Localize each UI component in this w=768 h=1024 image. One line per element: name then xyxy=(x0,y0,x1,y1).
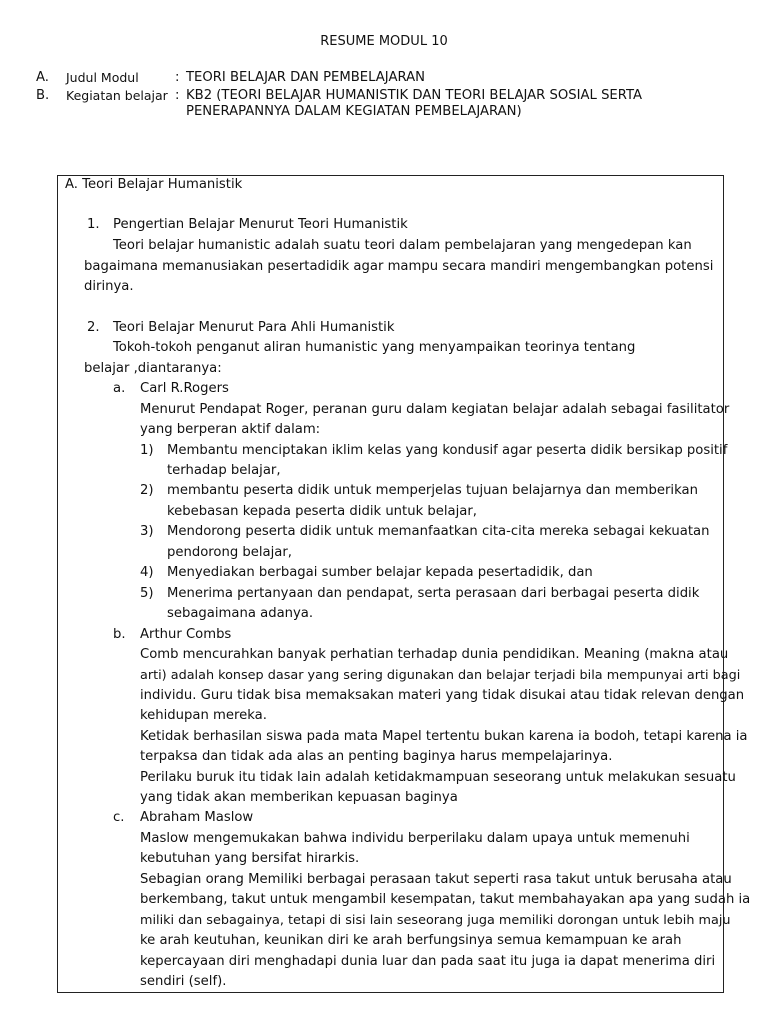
paragraph-line: Tokoh-tokoh penganut aliran humanistic yang menyampaikan teorinya tentang xyxy=(113,340,636,355)
author-b-marker: b. xyxy=(113,627,126,642)
list-item-line: Mendorong peserta didik untuk memanfaatkan cita-cita mereka sebagai kekuatan xyxy=(167,524,710,539)
paragraph-line: Teori belajar humanistic adalah suatu teori dalam pembelajaran yang mengedepan kan xyxy=(113,238,692,253)
list-item-line: membantu peserta didik untuk memperjelas tujuan belajarnya dan memberikan xyxy=(167,483,698,498)
activity-value-line-1: KB2 (TEORI BELAJAR HUMANISTIK DAN TEORI BELAJAR SOSIAL SERTA xyxy=(186,88,643,103)
paragraph-line: Menurut Pendapat Roger, peranan guru dalam kegiatan belajar adalah sebagai fasilitator xyxy=(140,402,730,417)
paragraph-line: Sebagian orang Memiliki berbagai perasaan takut seperti rasa takut untuk berusaha atau xyxy=(140,872,732,887)
list-item-number: 3) xyxy=(140,524,154,539)
list-item-number: 2) xyxy=(140,483,154,498)
paragraph-line: bagaimana memanusiakan pesertadidik agar mampu secara mandiri mengembangkan potensi xyxy=(84,259,714,274)
paragraph-line: dirinya. xyxy=(84,279,134,294)
subsection-2-number: 2. xyxy=(87,320,100,335)
module-title-value: TEORI BELAJAR DAN PEMBELAJARAN xyxy=(186,70,426,85)
paragraph-line: berkembang, takut untuk mengambil kesempatan, takut membahayakan apa yang sudah ia xyxy=(140,892,751,907)
paragraph-line: terpaksa dan tidak ada alas an penting baginya harus mempelajarinya. xyxy=(140,749,613,764)
list-item-line: Menerima pertanyaan dan pendapat, serta perasaan dari berbagai peserta didik xyxy=(167,586,700,601)
paragraph-line: belajar ,diantaranya: xyxy=(84,361,222,376)
list-item-line: Membantu menciptakan iklim kelas yang kondusif agar peserta didik bersikap positif xyxy=(167,443,728,458)
item-a-marker: A. xyxy=(36,70,49,85)
list-item-line: sebagaimana adanya. xyxy=(167,606,314,621)
list-item-number: 1) xyxy=(140,443,154,458)
subsection-2-title: Teori Belajar Menurut Para Ahli Humanistik xyxy=(113,320,395,335)
document-title: RESUME MODUL 10 xyxy=(320,34,448,49)
author-b-name: Arthur Combs xyxy=(140,627,232,642)
list-item-number: 5) xyxy=(140,586,154,601)
paragraph-line: arti) adalah konsep dasar yang sering digunakan dan belajar terjadi bila mempunyai arti bagi xyxy=(140,668,741,683)
list-item-line: terhadap belajar, xyxy=(167,463,281,478)
paragraph-line: yang tidak akan memberikan kepuasan baginya xyxy=(140,790,458,805)
activity-colon: : xyxy=(175,88,180,103)
module-title-colon: : xyxy=(175,70,180,85)
paragraph-line: Ketidak berhasilan siswa pada mata Mapel tertentu bukan karena ia bodoh, tetapi karena ia xyxy=(140,729,748,744)
author-c-name: Abraham Maslow xyxy=(140,810,254,825)
paragraph-line: Comb mencurahkan banyak perhatian terhadap dunia pendidikan. Meaning (makna atau xyxy=(140,647,729,662)
list-item-number: 4) xyxy=(140,565,154,580)
item-b-marker: B. xyxy=(36,88,50,103)
author-a-marker: a. xyxy=(113,381,126,396)
paragraph-line: kebutuhan yang bersifat hirarkis. xyxy=(140,851,360,866)
paragraph-line: kehidupan mereka. xyxy=(140,708,267,723)
subsection-1-number: 1. xyxy=(87,217,100,232)
list-item-line: pendorong belajar, xyxy=(167,545,292,560)
paragraph-line: ke arah keutuhan, keunikan diri ke arah berfungsinya semua kemampuan ke arah xyxy=(140,933,682,948)
paragraph-line: Maslow mengemukakan bahwa individu berperilaku dalam upaya untuk memenuhi xyxy=(140,831,690,846)
module-title-label: Judul Modul xyxy=(66,70,139,85)
paragraph-line: yang berperan aktif dalam: xyxy=(140,422,321,437)
section-heading: A. Teori Belajar Humanistik xyxy=(65,177,243,192)
paragraph-line: kepercayaan diri menghadapi dunia luar dan pada saat itu juga ia dapat menerima diri xyxy=(140,954,716,969)
activity-label: Kegiatan belajar xyxy=(66,88,168,103)
paragraph-line: miliki dan sebagainya, tetapi di sisi lain seseorang juga memiliki dorongan untuk lebih maju xyxy=(140,913,731,928)
paragraph-line: individu. Guru tidak bisa memaksakan materi yang tidak disukai atau tidak relevan dengan xyxy=(140,688,745,703)
author-c-marker: c. xyxy=(113,810,125,825)
list-item-line: Menyediakan berbagai sumber belajar kepada pesertadidik, dan xyxy=(167,565,593,580)
paragraph-line: sendiri (self). xyxy=(140,974,227,989)
subsection-1-title: Pengertian Belajar Menurut Teori Humanistik xyxy=(113,217,408,232)
activity-value-line-2: PENERAPANNYA DALAM KEGIATAN PEMBELAJARAN) xyxy=(186,104,522,119)
list-item-line: kebebasan kepada peserta didik untuk belajar, xyxy=(167,504,477,519)
author-a-name: Carl R.Rogers xyxy=(140,381,229,396)
paragraph-line: Perilaku buruk itu tidak lain adalah ketidakmampuan seseorang untuk melakukan sesuatu xyxy=(140,770,736,785)
